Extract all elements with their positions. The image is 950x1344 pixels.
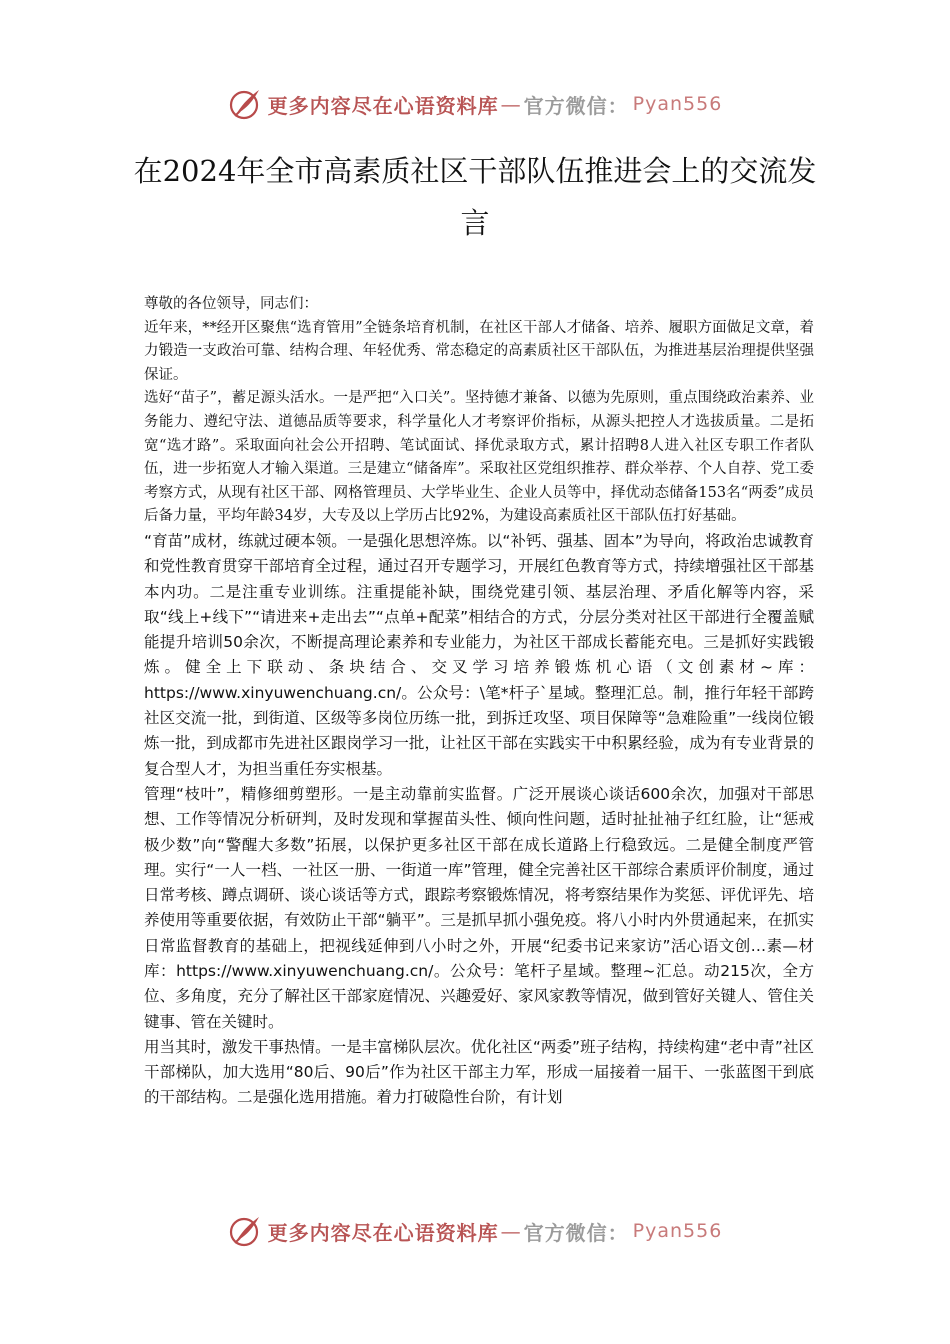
section-paragraph-training: “育苗”成材，练就过硬本领。一是强化思想淬炼。以“补钙、强基、固本”为导向，将政治忠诚教育和党性教育贯穿干部培育全过程，通过召开专题学习，开展红色教育等方式，持续增强社区干部基本内功。二是注重专业训练。注重提能补缺，围绕党建引领、基层治理、矛盾化解等内容，采取“线上+线下”“请进来+走出去”“点单+配菜”相结合的方式，分层分类对社区干部进行全覆盖赋能提升培训50余次，不断提高理论素养和专业能力，为社区干部成长蓄能充电。三是抓好实践锻炼。健全上下联动、条块结合、交叉学习培养锻炼机心语（文创素材~库：https://www.xinyuwenchuang.cn/。公众号：\笔*杆子`星域。整理汇总。制，推行年轻干部跨社区交流一批，到街道、区级等多岗位历练一批，到拆迁攻坚、项目保障等“急难险重”一线岗位锻炼一批，到成都市先进社区跟岗学习一批，让社区干部在实践实干中积累经验，成为有专业背景的复合型人才，为担当重任夯实根基。 <box>144 531 814 778</box>
intro-paragraph: 近年来，**经开区聚焦“选育管用”全链条培育机制，在社区干部人才储备、培养、履职方面做足文章，着力锻造一支政治可靠、结构合理、年轻优秀、常态稳定的高素质社区干部队伍，为推进基层治理提供坚强保证。 <box>144 319 814 383</box>
banner-wechat-id: Pyan556 <box>632 93 723 115</box>
header-banner <box>0 84 950 124</box>
document-body <box>144 293 814 1111</box>
banner-separator: — <box>500 92 522 116</box>
banner-brand: 更多内容尽在心语资料库 <box>267 93 499 118</box>
section-paragraph-management: 管理“枝叶”，精修细剪塑形。一是主动靠前实监督。广泛开展谈心谈话600余次，加强对干部思想、工作等情况分析研判，及时发现和掌握苗头性、倾向性问题，适时扯扯袖子红红脸，让“惩戒极少数”向“警醒大多数”拓展，以保护更多社区干部在成长道路上行稳致远。二是健全制度严管理。实行“一人一档、一社区一册、一街道一库”管理，健全完善社区干部综合素质评价制度，通过日常考核、蹲点调研、谈心谈话等方式，跟踪考察锻炼情况，将考察结果作为奖惩、评优评先、培养使用等重要依据，有效防止干部“躺平”。三是抓早抓小强免疫。将八小时内外贯通起来，在抓实日常监督教育的基础上，把视线延伸到八小时之外，开展“纪委书记来家访”活心语文创…素—材库：https://www.xinyuwenchuang.cn/。公众号：笔杆子星域。整理~汇总。动215次，全方位、多角度，充分了解社区干部家庭情况、兴趣爱好、家风家教等情况，做到管好关键人、管住关键事、管在关键时。 <box>144 784 814 1031</box>
footer-banner <box>0 1211 950 1251</box>
quill-logo-icon <box>228 1214 262 1248</box>
banner-wechat-id: Pyan556 <box>632 1220 723 1242</box>
section-paragraph-appointment: 用当其时，激发干事热情。一是丰富梯队层次。优化社区“两委”班子结构，持续构建“老中青”社区干部梯队，加大选用“80后、90后”作为社区干部主力军，形成一届接着一届干、一张蓝图干到底的干部结构。二是强化选用措施。着力打破隐性台阶，有计划 <box>144 1037 814 1107</box>
quill-logo-icon <box>228 87 262 121</box>
banner-separator: — <box>500 1219 522 1243</box>
banner-brand: 更多内容尽在心语资料库 <box>267 1220 499 1245</box>
banner-wechat-label: 官方微信： <box>523 93 629 118</box>
document-title: 在2024年全市高素质社区干部队伍推进会上的交流发言 <box>133 154 817 240</box>
salutation: 尊敬的各位领导，同志们： <box>144 296 318 312</box>
banner-wechat-label: 官方微信： <box>523 1220 629 1245</box>
section-paragraph-selection: 选好“苗子”，蓄足源头活水。一是严把“入口关”。坚持德才兼备、以德为先原则，重点围绕政治素养、业务能力、遵纪守法、道德品质等要求，科学量化人才考察评价指标，从源头把控人才选拔质量。二是拓宽“选才路”。采取面向社会公开招聘、笔试面试、择优录取方式，累计招聘8人进入社区专职工作者队伍，进一步拓宽人才输入渠道。三是建立“储备库”。采取社区党组织推荐、群众举荐、个人自荐、党工委考察方式，从现有社区干部、网格管理员、大学毕业生、企业人员等中，择优动态储备153名“两委”成员后备力量，平均年龄34岁，大专及以上学历占比92%，为建设高素质社区干部队伍打好基础。 <box>144 390 814 525</box>
